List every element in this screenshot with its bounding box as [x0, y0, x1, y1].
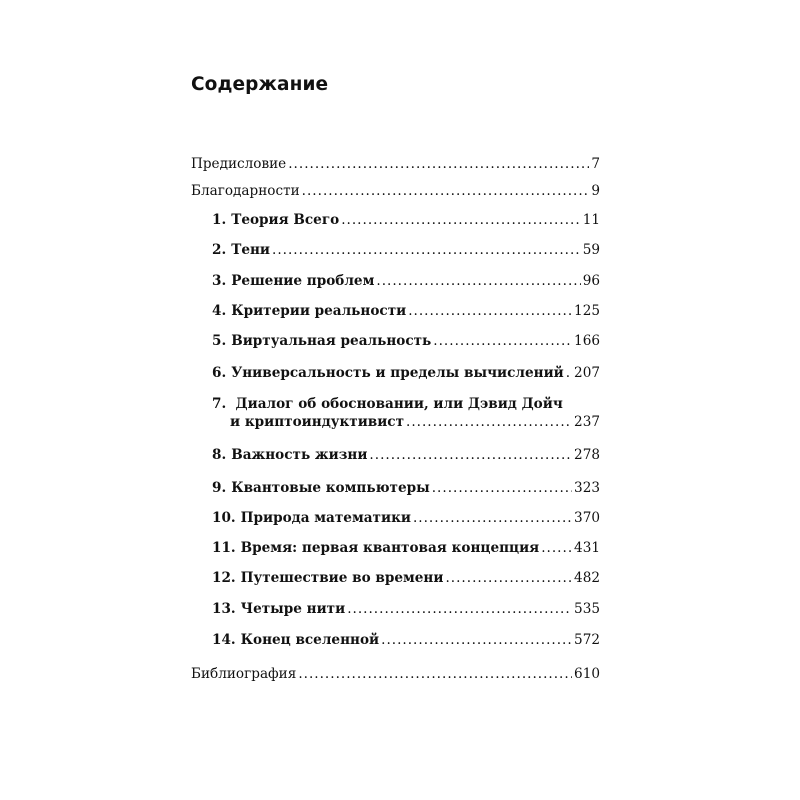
leader-dots [272, 241, 581, 259]
entry-title: Важность жизни [231, 447, 368, 463]
entry-title: Универсальность и пределы вычислений [231, 365, 564, 381]
leader-dots [406, 413, 572, 431]
entry-page: 323 [574, 480, 600, 496]
chapter-number: 14. [212, 632, 236, 648]
toc-entry-preface [191, 155, 600, 173]
entry-page: 166 [574, 333, 600, 349]
toc-entry-chapter-14 [212, 631, 600, 649]
chapter-number: 9. [212, 480, 227, 496]
toc-entry-chapter-7 [212, 395, 600, 431]
entry-page: 535 [574, 601, 600, 617]
chapter-number: 1. [212, 212, 227, 228]
entry-page: 207 [574, 365, 600, 381]
leader-dots [445, 569, 572, 587]
page-title: Содержание [191, 74, 329, 95]
leader-dots [381, 631, 572, 649]
entry-page: 237 [574, 414, 600, 430]
leader-dots [369, 446, 572, 464]
entry-page: 7 [591, 156, 600, 172]
entry-title: Критерии реальности [231, 303, 407, 319]
entry-page: 9 [591, 183, 600, 199]
entry-title: Решение проблем [231, 273, 375, 289]
leader-dots [433, 332, 572, 350]
chapter-number: 2. [212, 242, 227, 258]
leader-dots [298, 665, 572, 683]
entry-title: Четыре нити [240, 601, 346, 617]
entry-title: Виртуальная реальность [231, 333, 432, 349]
toc-entry-chapter-9 [212, 479, 600, 497]
toc-entry-chapter-2 [212, 241, 600, 259]
chapter-number: 10. [212, 510, 236, 526]
entry-title: Тени [231, 242, 270, 258]
leader-dots [341, 211, 580, 229]
entry-page: 431 [574, 540, 600, 556]
entry-title: Природа математики [240, 510, 411, 526]
leader-dots [413, 509, 572, 527]
toc-entry-chapter-12 [212, 569, 600, 587]
chapter-number: 13. [212, 601, 236, 617]
entry-page: 278 [574, 447, 600, 463]
leader-dots [288, 155, 589, 173]
entry-page: 125 [574, 303, 600, 319]
entry-page: 59 [582, 242, 600, 258]
chapter-number: 8. [212, 447, 227, 463]
entry-title: Путешествие во времени [240, 570, 444, 586]
chapter-number: 4. [212, 303, 227, 319]
leader-dots [432, 479, 572, 497]
leader-dots [541, 539, 572, 557]
entry-page: 11 [582, 212, 600, 228]
leader-dots [566, 364, 572, 382]
toc-entry-chapter-3 [212, 272, 600, 290]
entry-page: 370 [574, 510, 600, 526]
toc-entry-chapter-6 [212, 364, 600, 382]
entry-page: 572 [574, 632, 600, 648]
chapter-number: 11. [212, 540, 236, 556]
chapter-number: 12. [212, 570, 236, 586]
entry-page: 610 [574, 666, 600, 682]
entry-title: Теория Всего [231, 212, 340, 228]
entry-title: Библиография [191, 666, 297, 682]
chapter-number: 5. [212, 333, 227, 349]
chapter-number: 3. [212, 273, 227, 289]
leader-dots [408, 302, 572, 320]
toc-entry-bibliography [191, 665, 600, 683]
toc-entry-chapter-11 [212, 539, 600, 557]
entry-page: 96 [582, 273, 600, 289]
entry-page: 482 [574, 570, 600, 586]
entry-title-continued: и криптоиндуктивист [230, 414, 405, 430]
entry-title: Конец вселенной [240, 632, 380, 648]
leader-dots [347, 600, 572, 618]
entry-title: Время: первая квантовая концепция [240, 540, 540, 556]
toc-entry-chapter-8 [212, 446, 600, 464]
toc-entry-chapter-4 [212, 302, 600, 320]
toc-entry-chapter-10 [212, 509, 600, 527]
chapter-number: 7. [212, 396, 227, 412]
entry-title: Квантовые компьютеры [231, 480, 430, 496]
toc-entry-chapter-1 [212, 211, 600, 229]
chapter-number: 6. [212, 365, 227, 381]
leader-dots [302, 182, 590, 200]
toc-entry-chapter-13 [212, 600, 600, 618]
entry-title: Предисловие [191, 156, 287, 172]
toc-entry-chapter-5 [212, 332, 600, 350]
entry-title: Диалог об обосновании, или Дэвид Дойч [235, 396, 563, 412]
leader-dots [376, 272, 580, 290]
toc-entry-acknowledgements [191, 182, 600, 200]
entry-title: Благодарности [191, 183, 300, 199]
